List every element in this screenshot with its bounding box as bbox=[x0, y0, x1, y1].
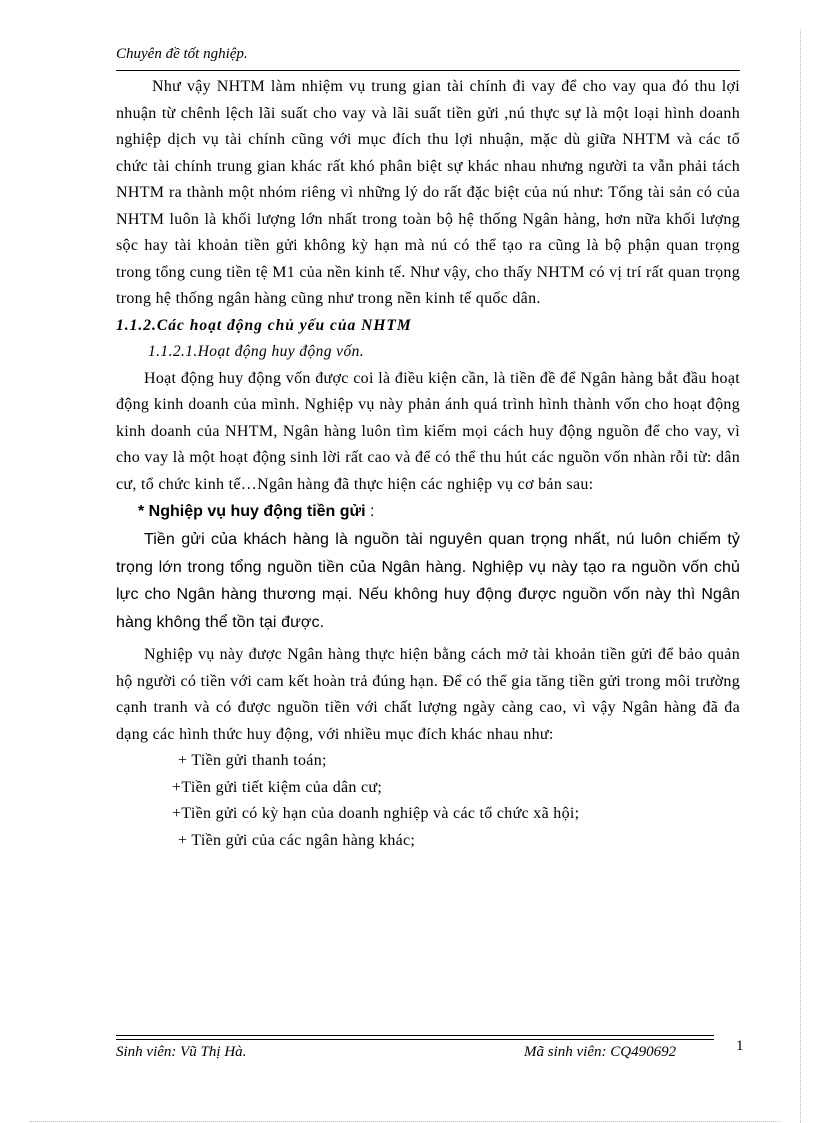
page-edge-bottom bbox=[30, 1121, 780, 1122]
list-item: +Tiền gửi tiết kiệm của dân cư; bbox=[172, 778, 383, 796]
footer-student-name: Sinh viên: Vũ Thị Hà. bbox=[116, 1044, 247, 1060]
list-item: + Tiền gửi của các ngân hàng khác; bbox=[178, 831, 416, 849]
paragraph-nhtm-role: Như vậy NHTM làm nhiệm vụ trung gian tài chính đi vay để cho vay qua đó thu lợi nhuận từ chênh lệch lãi suất cho vay và lãi suất tiền gửi ,nú thực sự là một loại hình doanh nghiệp dịch vụ tài chính cũng với mục đích thu lợi nhuận, mặc dù giữa NHTM và các tổ chức tài chính trung gian khác rất khó phân biệt sự khác nhau nhưng người ta vẫn phải tách NHTM ra thành một nhóm riêng vì những lý do rất đặc biệt của nú như: Tổng tài sản có của NHTM luôn là khối lượng lớn nhất trong toàn bộ hệ thống Ngân hàng, hơn nữa khối lượng sộc hay tài khoản tiền gửi không kỳ hạn mà nú có thể tạo ra cũng là bộ phận quan trọng trong tổng cung tiền tệ M1 của nền kinh tế. Như vậy, cho thấy NHTM có vị trí rất quan trọng trong hệ thống ngân hàng cũng như trong nền kinh tế quốc dân. bbox=[116, 78, 740, 307]
page-edge-right bbox=[800, 30, 801, 1123]
page-header: Chuyên đề tốt nghiệp. bbox=[116, 46, 248, 62]
paragraph-capital-mobilization: Hoạt động huy động vốn được coi là điều kiện cần, là tiền đề để Ngân hàng bắt đầu hoạt động kinh doanh của mình. Nghiệp vụ này phản ánh quá trình hình thành vốn cho hoạt động kinh doanh của NHTM, Ngân hàng luôn tìm kiếm mọi cách huy động nguồn để cho vay, vì cho vay là một hoạt động sinh lời rất cao và để có thể thu hút các nguồn vốn nhàn rỗi từ: dân cư, tổ chức kinh tế…Ngân hàng đã thực hiện các nghiệp vụ cơ bản sau: bbox=[116, 369, 740, 493]
section-heading-1-1-2: 1.1.2.Các hoạt động chủ yếu của NHTM bbox=[116, 316, 412, 334]
footer-rule-top bbox=[116, 1035, 714, 1036]
footer-rule-bottom bbox=[116, 1039, 714, 1040]
paragraph-customer-deposit: Tiền gửi của khách hàng là nguồn tài nguyên quan trọng nhất, nú luôn chiếm tỷ trọng lớn trong tổng nguồn tiền của Ngân hàng. Nghiệp vụ này tạo ra nguồn vốn chủ lực cho Ngân hàng thương mại. Nếu không huy động được nguồn vốn này thì Ngân hàng không thể tồn tại được. bbox=[116, 531, 740, 631]
bullet-heading-deposit bbox=[138, 498, 740, 526]
page-number: 1 bbox=[736, 1038, 744, 1054]
list-item: + Tiền gửi thanh toán; bbox=[178, 752, 327, 769]
bullet-heading-bold: * Nghiệp vụ huy động tiền gửi bbox=[138, 503, 366, 520]
paragraph-deposit-operation: Nghiệp vụ này được Ngân hàng thực hiện bằng cách mở tài khoản tiền gửi để bảo quản hộ người có tiền với cam kết hoàn trả đúng hạn. Để có thể gia tăng tiền gửi trong môi trường cạnh tranh và có được nguồn tiền với chất lượng ngày càng cao, vì vậy Ngân hàng đã đa dạng các hình thức huy động, với nhiều mục đích khác nhau như: bbox=[116, 646, 740, 743]
list-item: +Tiền gửi có kỳ hạn của doanh nghiệp và các tổ chức xã hội; bbox=[172, 805, 580, 822]
subsection-heading-1-1-2-1: 1.1.2.1.Hoạt động huy động vốn. bbox=[148, 343, 365, 360]
footer-student-id: Mã sinh viên: CQ490692 bbox=[524, 1044, 677, 1060]
header-rule bbox=[116, 70, 740, 71]
bullet-heading-tail: : bbox=[365, 503, 375, 520]
document-body bbox=[116, 74, 740, 854]
